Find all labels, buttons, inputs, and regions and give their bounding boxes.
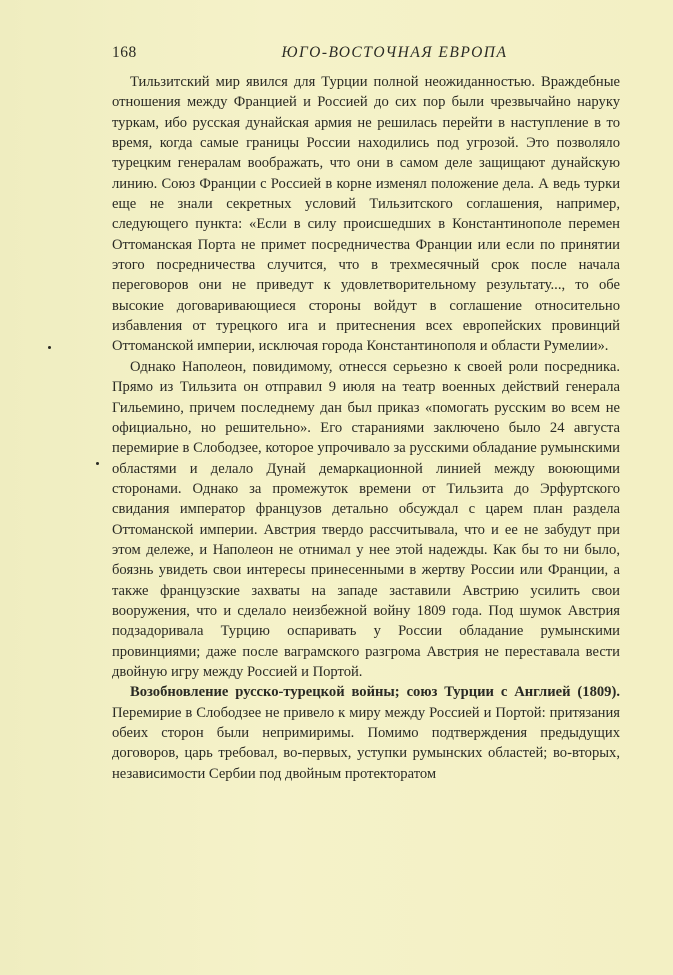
paragraph-war-resumption xyxy=(112,682,620,784)
paragraph-text: Тильзитский мир явился для Турции полной неожиданностью. Враждебные отношения между Францией и Россией до сих пор были чрезвычайно наруку туркам, ибо русская дунайская армия не решилась перейти в наступление в то время, когда самые границы России находились под угрозой. Это позволяло турецким генералам воображать, что они в самом деле защищают дунайскую линию. Союз Франции с Россией в корне изменял положение дела. А ведь турки еще не знали секретных условий Тильзитского соглашения, например, следующего пункта: «Если в силу происшедших в Константинополе перемен Оттоманская Порта не примет посредничества Франции или если по принятии этого посредничества случится, что в трехмесячный срок после начала переговоров они не приведут к удовлетворительному результату..., то обе высокие договаривающиеся стороны войдут в соглашение относительно избавления от турецкого ига и притеснения всех европейских провинций Оттоманской империи, исключая города Константинополя и области Румелии». xyxy=(112,74,620,355)
paragraph-tilsit xyxy=(112,72,620,357)
section-heading: Возобновление русско-турецкой войны; союз Турции с Англией (1809). xyxy=(130,684,620,701)
paragraph-text: Перемирие в Слободзее не привело к миру между Россией и Портой: притязания обеих сторон были непримиримы. Помимо подтверждения предыдущих договоров, царь требовал, во-первых, уступки румынских областей; во-вторых, независимости Сербии под двойным протекторатом xyxy=(112,704,620,782)
margin-speck xyxy=(48,346,51,349)
running-title: ЮГО-ВОСТОЧНАЯ ЕВРОПА xyxy=(281,44,508,61)
paragraph-text: Однако Наполеон, повидимому, отнесся серьезно к своей роли посредника. Прямо из Тильзита он отправил 9 июля на театр военных действий генерала Гильемино, причем последнему дан был приказ «помогать русским во всем не официально, но решительно». Его стараниями заключено было 24 августа перемирие в Слободзее, которое упрочивало за русскими обладание румынскими областями и делало Дунай демаркационной линией между воюющими сторонами. Однако за промежуток времени от Тильзита до Эрфуртского свидания император французов детально обсуждал с царем план раздела Оттоманской империи. Австрия твердо рассчитывала, что и ее не забудут при этом дележе, и Наполеон не отнимал у нее этой надежды. Как бы то ни было, боязнь увидеть свои интересы принесенными в жертву России или Франции, а также французские захваты на западе заставили Австрию усилить свои вооружения, что и сделало неизбежной войну 1809 года. Под шумок Австрия подзадоривала Турцию оспаривать у России обладание румынскими провинциями; даже после ваграмского разгрома Австрия не переставала вести двойную игру между Россией и Портой. xyxy=(112,358,620,680)
page-header xyxy=(112,44,617,66)
paragraph-napoleon xyxy=(112,357,620,683)
page-number: 168 xyxy=(112,44,137,61)
body-text xyxy=(112,72,620,784)
margin-speck xyxy=(96,462,99,465)
